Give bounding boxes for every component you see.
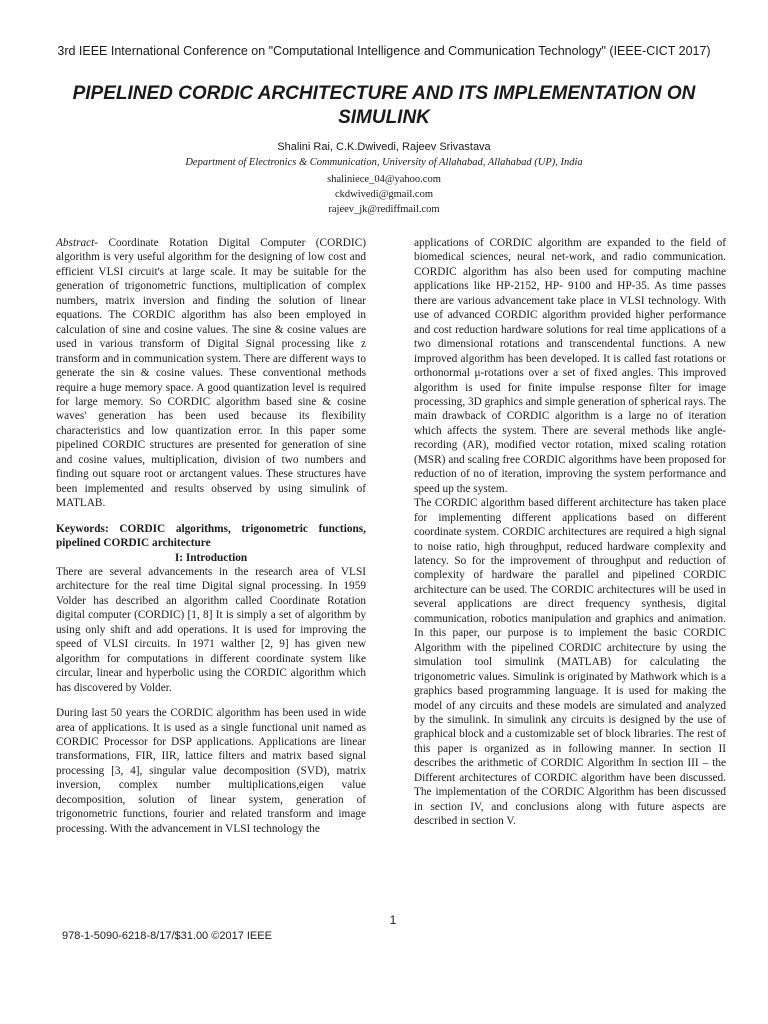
keywords: Keywords: CORDIC algorithms, trigonometric functions, pipelined CORDIC architecture	[56, 522, 366, 550]
abstract	[56, 236, 366, 511]
email-2: ckdwivedi@gmail.com	[334, 189, 434, 200]
abstract-text: Coordinate Rotation Digital Computer (CORDIC) algorithm is very useful algorithm for the designing of low cost and efficient VLSI circuit's at large scale. It may be suitable for the generation of trigonometric functions, multiplication of complex numbers, matrix inversion and finding the solution of linear equations. The CORDIC algorithm has also been employed in calculation of sine and cosine values. The sine & cosine values are used in various transform of Digital Signal processing like z transform and in communication system. There are different ways to generate the sin & cosine values. These conventional methods require a huge memory space. A good quantization level is required for large memory. So CORDIC algorithm based sine & cosine waves' generation has been used because its flexibility characteristics and low quantization error. In this paper some pipelined CORDIC structures are presented for generation of sine and cosine values, multiplication, division of two numbers and finding out square root or arctangent values. These structures have been implemented and results observed by using simulink of MATLAB.	[56, 237, 366, 510]
right-paragraph-1: applications of CORDIC algorithm are expanded to the field of biomedical sciences, neural net-work, and radio communication. CORDIC algorithm has also been used for computing machine applications like HP-2152, HP- 9100 and HP-35. As time passes there are various advancement take place in VLSI technology. With use of advanced CORDIC algorithm provided higher performance and cost reduction hardware solutions for real time applications of a two dimensional rotations and transcendental functions. A new improved algorithm has been developed. It is called fast rotations or orthonormal μ-rotations over a set of fixed angles. This improved algorithm is used for finite impulse response filter for image processing, 3D graphics and simple generation of spherical rays. The main drawback of CORDIC algorithm is a large no of iteration which affects the system. There are several methods like angle-recording (AR), modified vector rotation, mixed scaling rotation (MSR) and scaling free CORDIC algorithms have been proposed for reduction of no of iteration, improving the system performance and speed up the system.	[414, 237, 726, 495]
abstract-label: Abstract-	[56, 237, 99, 249]
intro-paragraph-1: There are several advancements in the research area of VLSI architecture for the real time Digital signal processing. In 1959 Volder has described an algorithm called Coordinate Rotation digital computer (CORDIC) [1, 8] It is simply a set of algorithm by using only shift and add operations. It is used for improving the speed of VLSI circuits. In 1971 walther [2, 9] has given new algorithm for computations in different coordinate system like circular, linear and hyperbolic using the CORDIC algorithm which has discovered by Volder.	[56, 565, 366, 694]
author-affiliation: Department of Electronics & Communication, University of Allahabad, Allahabad (UP), India	[185, 157, 583, 168]
right-column	[414, 236, 726, 829]
copyright-footer: 978-1-5090-6218-8/17/$31.00 ©2017 IEEE	[62, 930, 272, 942]
paper-title: PIPELINED CORDIC ARCHITECTURE AND ITS IMPLEMENTATION ON SIMULINK	[72, 83, 696, 128]
intro-paragraph-2: During last 50 years the CORDIC algorithm has been used in wide area of applications. It is used as a single functional unit named as CORDIC Processor for DSP applications. Applications are linear transformations, FIR, IIR, lattice filters and matrix based signal processing [3, 4], singular value decomposition (SVD), matrix inversion, complex number multiplications,eigen value decomposition, solution of linear system, generation of trigonometric functions, fourier and related transform and image processing. With the advancement in VLSI technology the	[56, 707, 366, 835]
page-number: 1	[389, 913, 397, 927]
conference-header: 3rd IEEE International Conference on "Computational Intelligence and Communication Technology" (IEEE-CICT 2017)	[57, 44, 711, 58]
author-emails	[0, 172, 768, 217]
left-column	[56, 236, 366, 836]
email-1: shaliniece_04@yahoo.com	[327, 174, 441, 185]
email-3: rajeev_jk@rediffmail.com	[328, 204, 440, 215]
right-paragraph-2: The CORDIC algorithm based different architecture has taken place for implementing different applications based on different coordinate system. CORDIC architectures are required a high signal to noise ratio, high throughput, reduced hardware complexity and latency. So for the improvement of throughput and reduction of complexity of hardware the parallel and pipelined CORDIC architecture can be used. The CORDIC architectures will be used in several applications are direct frequency synthesis, digital communication, robotics manipulation and graphics and animation. In this paper, our purpose is to implement the basic CORDIC Algorithm with the pipelined CORDIC architecture by using the simulation tool simulink (MATLAB) for calculating the trigonometric values. Simulink is originated by Mathwork which is a graphics based programming language. It is used for making the model of any circuits and these models are simulated and analyzed by the simulink. In simulink any circuits is designed by the use of graphical block and a customizable set of block libraries. The rest of this paper is organized as in following manner. In section II describes the arithmetic of CORDIC Algorithm In section III – the Different architectures of CORDIC algorithm have been discussed. The implementation of the CORDIC Algorithm has been discussed in section IV, and conclusions along with future aspects are described in section V.	[414, 497, 726, 828]
author-list: Shalini Rai, C.K.Dwivedi, Rajeev Srivastava	[277, 141, 491, 153]
section-heading-introduction: I: Introduction	[174, 551, 248, 564]
